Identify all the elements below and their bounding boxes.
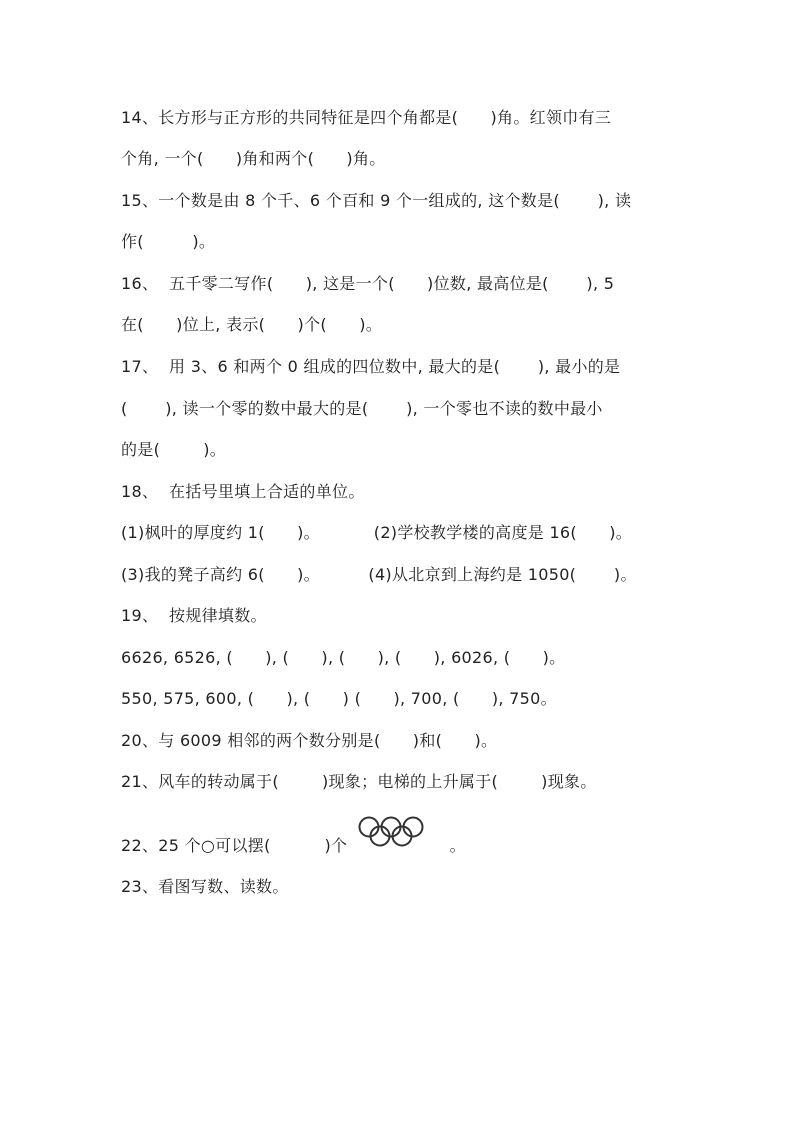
question-16-line-2: 在( )位上, 表示( )个( )。 — [121, 315, 383, 334]
question-17-line-3: 的是( )。 — [121, 440, 227, 459]
question-15-line-2: 作( )。 — [121, 232, 216, 251]
question-21-line: 21、风车的转动属于( )现象；电梯的上升属于( )现象。 — [121, 772, 597, 791]
question-15-line-1: 15、一个数是由 8 个千、6 个百和 9 个一组成的, 这个数是( ), 读 — [121, 191, 632, 210]
question-16-line-1: 16、 五千零二写作( ), 这是一个( )位数, 最高位是( ), 5 — [121, 274, 615, 293]
question-17-line-1: 17、 用 3、6 和两个 0 组成的四位数中, 最大的是( ), 最小的是 — [121, 357, 621, 376]
question-22-line: 22、25 个○可以摆( )个 。 — [121, 836, 466, 855]
question-17-line-2: ( ), 读一个零的数中最大的是( ), 一个零也不读的数中最小 — [121, 399, 603, 418]
question-18-items-3-4: (3)我的凳子高约 6( )。 (4)从北京到上海约是 1050( )。 — [121, 565, 637, 584]
question-23-line: 23、看图写数、读数。 — [121, 877, 289, 896]
question-18-title: 18、 在括号里填上合适的单位。 — [121, 482, 365, 501]
question-14-line-2: 个角, 一个( )角和两个( )角。 — [121, 149, 386, 168]
question-19-title: 19、 按规律填数。 — [121, 606, 267, 625]
question-20-line: 20、与 6009 相邻的两个数分别是( )和( )。 — [121, 731, 498, 750]
olympic-rings-icon — [358, 816, 424, 848]
question-18-items-1-2: (1)枫叶的厚度约 1( )。 (2)学校教学楼的高度是 16( )。 — [121, 523, 633, 542]
question-14-line-1: 14、长方形与正方形的共同特征是四个角都是( )角。红领巾有三 — [121, 108, 612, 127]
question-19-sequence-1: 6626, 6526, ( ), ( ), ( ), ( ), 6026, ( )。 — [121, 648, 566, 667]
question-19-sequence-2: 550, 575, 600, ( ), ( ) ( ), 700, ( ), 750。 — [121, 689, 557, 708]
